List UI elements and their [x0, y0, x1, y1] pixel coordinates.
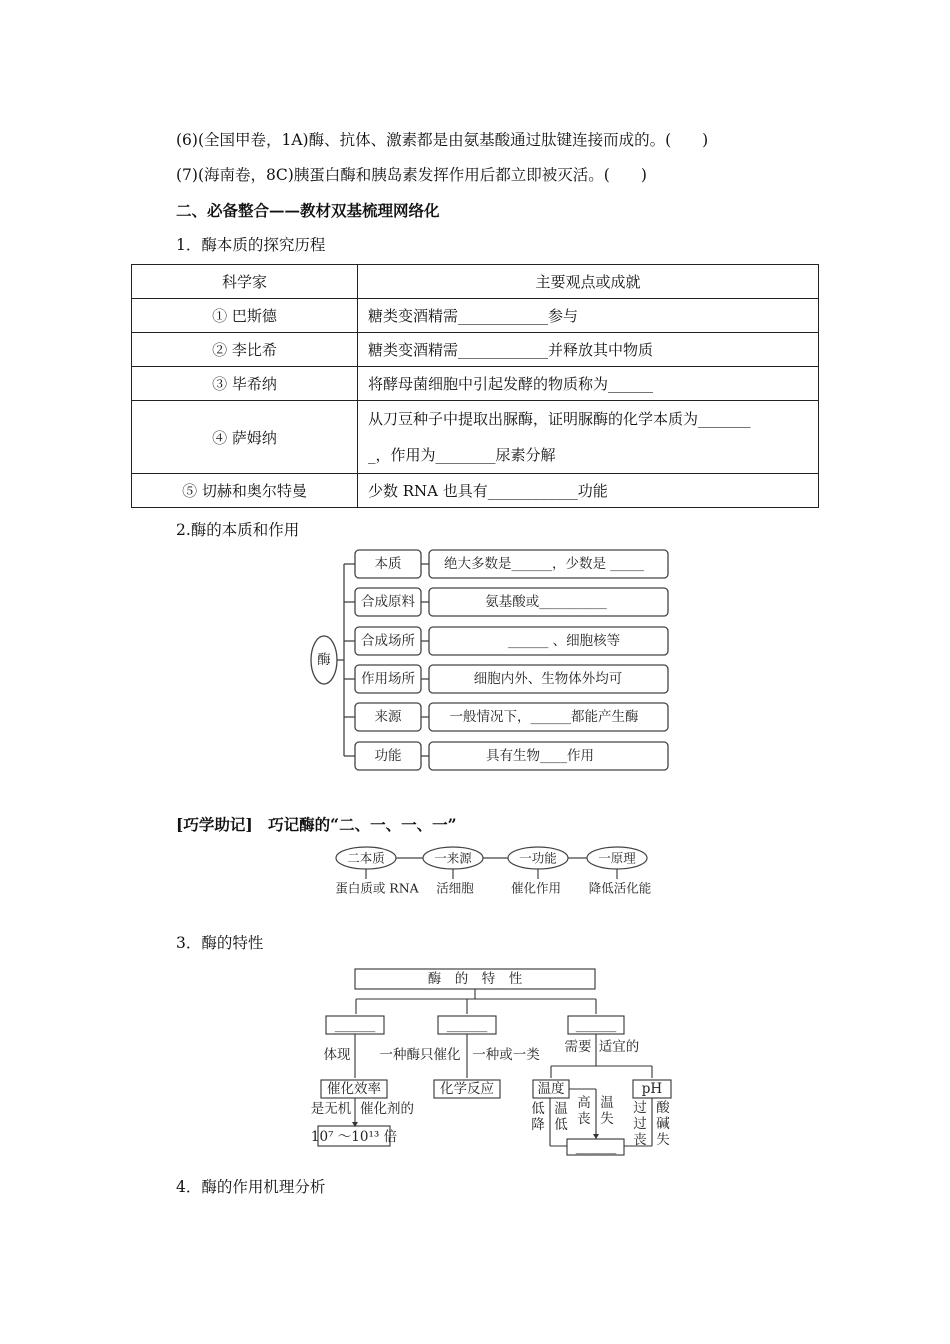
- vertical-char: 碱: [656, 1116, 670, 1132]
- one-kind-label: 一种或一类: [472, 1047, 540, 1063]
- memo-caption: 催化作用: [510, 880, 562, 896]
- blank-text: ______: [446, 1017, 488, 1033]
- one-enzyme-label: 一种酶只催化: [379, 1047, 461, 1063]
- vertical-char: 低: [554, 1117, 568, 1133]
- root-label: 酶: [317, 652, 331, 668]
- vertical-char: 过: [633, 1100, 647, 1116]
- item-label: 本质: [374, 556, 402, 572]
- item-content: 绝大多数是______，少数是 _____: [443, 556, 645, 572]
- vertical-char: 过: [633, 1116, 647, 1132]
- characteristics-title: 酶 的 特 性: [427, 971, 523, 987]
- table-header-view: 主要观点或成就: [358, 265, 819, 299]
- need-label: 需要: [564, 1039, 592, 1055]
- vertical-char: 失: [600, 1111, 614, 1127]
- vertical-char: 低: [531, 1101, 545, 1117]
- table-cell-view-line2: _，作用为________尿素分解: [368, 446, 556, 464]
- table-cell-scientist: ① 巴斯德: [132, 299, 358, 333]
- item-label: 来源: [374, 709, 402, 725]
- times-label: 10⁷ ～10¹³ 倍: [310, 1129, 398, 1145]
- table-cell-view: 糖类变酒精需____________参与: [358, 299, 819, 333]
- item-content: 细胞内外、生物体外均可: [473, 671, 623, 687]
- vertical-char: 高: [577, 1095, 591, 1111]
- memo-caption: 活细胞: [436, 880, 474, 896]
- embody-label: 体现: [323, 1047, 351, 1063]
- item-label: 合成原料: [361, 594, 415, 610]
- vertical-char: 失: [656, 1132, 670, 1148]
- subsection-2-title: 2.酶的本质和作用: [176, 521, 300, 539]
- question-6: (6)(全国甲卷，1A)酶、抗体、激素都是由氨基酸通过肽键连接而成的。( ): [176, 131, 709, 149]
- catalyst-label: 催化剂的: [360, 1101, 414, 1117]
- temperature-label: 温度: [537, 1081, 565, 1097]
- section-title: 二、必备整合——教材双基梳理网络化: [176, 201, 440, 220]
- subsection-4-title: 4．酶的作用机理分析: [176, 1178, 326, 1196]
- vertical-char: 丧: [577, 1111, 591, 1127]
- memo-caption: 降低活化能: [588, 880, 652, 896]
- memo-node: 二本质: [347, 850, 385, 866]
- subsection-1-title: 1．酶本质的探究历程: [176, 236, 326, 254]
- memo-caption: 蛋白质或 RNA: [335, 880, 419, 896]
- vertical-char: 温: [554, 1101, 568, 1117]
- memo-node: 一原理: [598, 850, 636, 866]
- chem-reaction-label: 化学反应: [440, 1081, 494, 1097]
- table-cell-scientist: ② 李比希: [132, 333, 358, 367]
- table-cell-scientist: ③ 毕希纳: [132, 367, 358, 401]
- vertical-char: 降: [531, 1117, 545, 1133]
- item-label: 合成场所: [361, 633, 415, 649]
- item-content: 具有生物____作用: [486, 748, 594, 764]
- blank-text: ______: [575, 1139, 617, 1155]
- inorganic-label: 是无机: [310, 1101, 352, 1117]
- blank-text: ______: [575, 1017, 617, 1033]
- efficiency-label: 催化效率: [327, 1081, 381, 1097]
- table-cell-view: 将酵母菌细胞中引起发酵的物质称为______: [358, 367, 819, 401]
- vertical-char: 酸: [656, 1100, 670, 1116]
- memo-node: 一功能: [519, 850, 557, 866]
- memo-node: 一来源: [434, 850, 472, 866]
- table-cell-view-line1: 从刀豆种子中提取出脲酶，证明脲酶的化学本质为_______: [368, 410, 751, 428]
- suitable-label: 适宜的: [598, 1039, 640, 1055]
- item-content: ______ 、细胞核等: [507, 633, 621, 649]
- table-cell-view: 少数 RNA 也具有____________功能: [358, 474, 819, 508]
- table-cell-scientist: ④ 萨姆纳: [132, 401, 358, 474]
- ph-label: pH: [641, 1081, 663, 1097]
- item-label: 作用场所: [361, 671, 415, 687]
- item-content: 氨基酸或__________: [485, 594, 607, 610]
- table-cell-view: 糖类变酒精需____________并释放其中物质: [358, 333, 819, 367]
- subsection-3-title: 3．酶的特性: [176, 934, 264, 952]
- blank-text: ______: [334, 1017, 376, 1033]
- table-cell-scientist: ⑤ 切赫和奥尔特曼: [132, 474, 358, 508]
- item-label: 功能: [374, 748, 402, 764]
- item-content: 一般情况下，______都能产生酶: [449, 709, 639, 725]
- table-header-scientist: 科学家: [132, 265, 358, 299]
- question-7: (7)(海南卷，8C)胰蛋白酶和胰岛素发挥作用后都立即被灭活。( ): [176, 166, 647, 184]
- memo-title: [巧学助记] 巧记酶的“二、一、一、一”: [176, 815, 457, 834]
- vertical-char: 温: [600, 1095, 614, 1111]
- vertical-char: 丧: [633, 1132, 647, 1148]
